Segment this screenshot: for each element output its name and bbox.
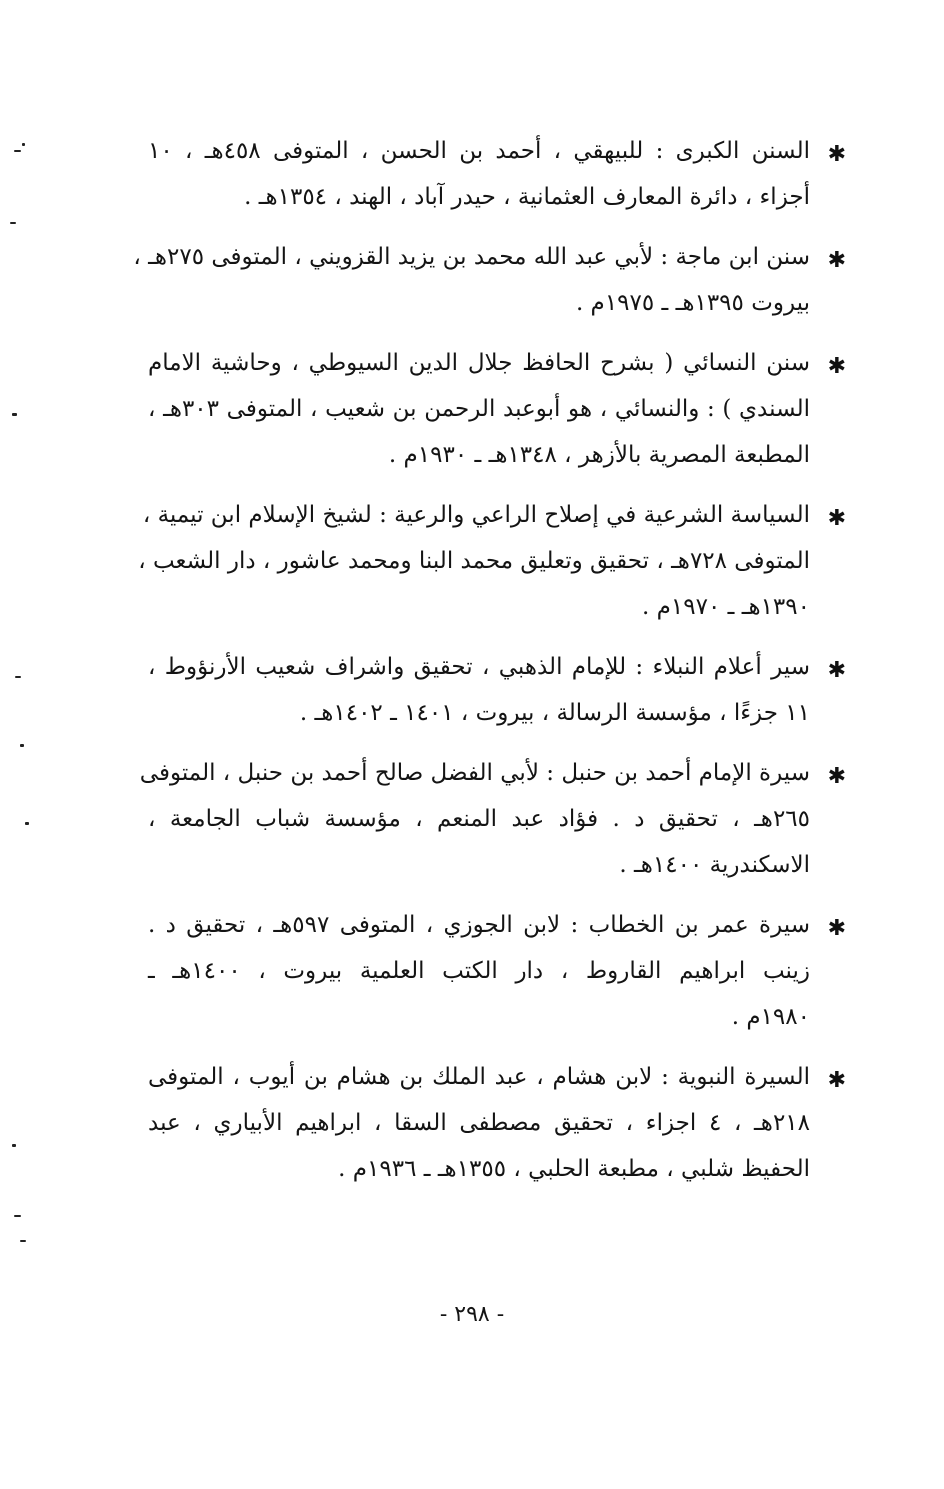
bibliography-entry <box>139 750 848 888</box>
bibliography-entry <box>148 902 848 1040</box>
entry-text-line: سيرة عمر بن الخطاب : لابن الجوزي ، المتوفى ٥٩٧هـ ، تحقيق د . <box>148 912 811 938</box>
bibliography-entry <box>148 128 848 220</box>
entry-text-line: بيروت ١٣٩٥هـ ـ ١٩٧٥م . <box>575 290 810 316</box>
entry-text-line: سنن ابن ماجة : لأبي عبد الله محمد بن يزيد القزويني ، المتوفى ٢٧٥هـ ، <box>133 244 810 270</box>
scan-speck <box>14 1215 21 1217</box>
entry-text-line: الحفيظ شلبي ، مطبعة الحلبي ، ١٣٥٥هـ ـ ١٩٣٦م . <box>338 1156 810 1182</box>
scan-speck <box>12 413 17 416</box>
scan-speck <box>22 143 25 146</box>
scan-speck <box>15 676 21 678</box>
entry-text-line: السندي ) : والنسائي ، هو أبوعبد الرحمن بن شعيب ، المتوفى ٣٠٣هـ ، <box>148 396 810 422</box>
scan-speck <box>20 1240 26 1242</box>
entry-text-line: سير أعلام النبلاء : للإمام الذهبي ، تحقيق واشراف شعيب الأرنؤوط ، <box>148 654 810 680</box>
entry-text-line: المطبعة المصرية بالأزهر ، ١٣٤٨هـ ـ ١٩٣٠م . <box>388 442 810 468</box>
entry-text-line: سنن النسائي ( بشرح الحافظ جلال الدين السيوطي ، وحاشية الامام <box>148 350 810 376</box>
asterisk-bullet-icon: ✱ <box>827 764 846 789</box>
entry-text-line: ١١ جزءًا ، مؤسسة الرسالة ، بيروت ، ١٤٠١ ـ ١٤٠٢هـ . <box>299 700 810 726</box>
scan-speck <box>10 222 16 224</box>
page-number: - ٢٩٨ - <box>439 1302 505 1327</box>
entry-text-line: ١٣٩٠هـ ـ ١٩٧٠م . <box>642 594 810 620</box>
entry-text-line: السياسة الشرعية في إصلاح الراعي والرعية : لشيخ الإسلام ابن تيمية ، <box>142 502 810 528</box>
asterisk-bullet-icon: ✱ <box>827 354 846 379</box>
bibliography-entry <box>148 644 848 736</box>
asterisk-bullet-icon: ✱ <box>827 248 846 273</box>
entry-text-line: السيرة النبوية : لابن هشام ، عبد الملك بن هشام بن أيوب ، المتوفى <box>148 1064 810 1090</box>
scan-speck <box>20 744 24 747</box>
scan-speck <box>12 1144 16 1147</box>
asterisk-bullet-icon: ✱ <box>827 142 846 167</box>
bibliography-entry <box>138 492 848 630</box>
scan-speck <box>25 822 29 825</box>
entry-text-line: السنن الكبرى : للبيهقي ، أحمد بن الحسن ، المتوفى ٤٥٨هـ ، ١٠ <box>148 138 810 164</box>
entry-text-line: ٢١٨هـ ، ٤ اجزاء ، تحقيق مصطفى السقا ، ابراهيم الأبياري ، عبد <box>148 1110 810 1136</box>
entry-text-line: ٢٦٥هـ ، تحقيق د . فؤاد عبد المنعم ، مؤسسة شباب الجامعة ، <box>148 806 810 832</box>
entry-text-line: المتوفى ٧٢٨هـ ، تحقيق وتعليق محمد البنا ومحمد عاشور ، دار الشعب ، <box>138 548 810 574</box>
entry-text-line: زينب ابراهيم القاروط ، دار الكتب العلمية بيروت ، ١٤٠٠هـ ـ <box>148 958 810 984</box>
entry-text-line: الاسكندرية ١٤٠٠هـ . <box>619 852 810 878</box>
bibliography-entry <box>148 340 848 478</box>
bibliography-list <box>133 128 848 1206</box>
asterisk-bullet-icon: ✱ <box>827 1068 846 1093</box>
bibliography-entry <box>133 234 848 326</box>
entry-text-line: سيرة الإمام أحمد بن حنبل : لأبي الفضل صالح أحمد بن حنبل ، المتوفى <box>139 760 810 786</box>
entry-text-line: أجزاء ، دائرة المعارف العثمانية ، حيدر آباد ، الهند ، ١٣٥٤هـ . <box>244 184 810 210</box>
bibliography-entry <box>148 1054 848 1192</box>
asterisk-bullet-icon: ✱ <box>827 916 846 941</box>
asterisk-bullet-icon: ✱ <box>827 506 846 531</box>
asterisk-bullet-icon: ✱ <box>827 658 846 683</box>
scan-speck <box>14 150 21 152</box>
entry-text-line: ١٩٨٠م . <box>731 1004 810 1030</box>
